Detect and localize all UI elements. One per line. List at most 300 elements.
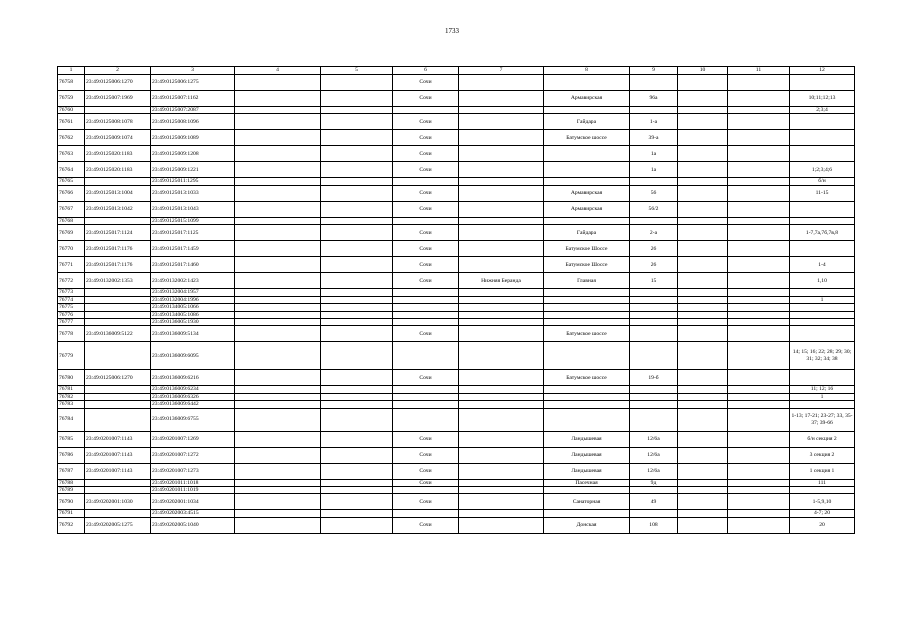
locality-cell	[459, 487, 544, 494]
col11-cell	[728, 114, 790, 130]
cadastral-number-cell: 23:49:0125006:1270	[85, 75, 151, 91]
city-cell: Сочи	[393, 479, 459, 486]
cadastral-number-cell: 23:49:0125017:1176	[85, 241, 151, 257]
object-cadastral-number-cell: 23:49:0136009:6755	[151, 408, 235, 431]
row-number-cell: 76773	[58, 289, 85, 296]
object-cadastral-number-cell: 23:49:0125013:1033	[151, 185, 235, 201]
col11-cell	[728, 217, 790, 224]
locality-cell	[459, 241, 544, 257]
col4-cell	[235, 487, 321, 494]
col4-cell	[235, 185, 321, 201]
city-cell	[393, 296, 459, 303]
street-cell: Батумское Шоссе	[544, 241, 630, 257]
col10-cell	[678, 386, 728, 393]
col4-cell	[235, 130, 321, 146]
city-cell: Сочи	[393, 114, 459, 130]
cadastral-number-cell: 23:49:0202001:1030	[85, 494, 151, 510]
house-number-cell	[630, 304, 678, 311]
col5-cell	[321, 408, 393, 431]
table-row	[58, 217, 855, 224]
col4-cell	[235, 296, 321, 303]
col5-cell	[321, 494, 393, 510]
premises-cell: 1 секция 1	[790, 463, 855, 479]
col10-cell	[678, 487, 728, 494]
premises-cell: 10;11;12;13	[790, 91, 855, 107]
premises-cell: 2;3;4	[790, 107, 855, 114]
col5-cell	[321, 146, 393, 162]
col4-cell	[235, 273, 321, 289]
row-number-cell: 76781	[58, 386, 85, 393]
col10-cell	[678, 311, 728, 318]
city-cell	[393, 401, 459, 408]
object-cadastral-number-cell: 23:49:0125007:1162	[151, 91, 235, 107]
table-row	[58, 75, 855, 91]
table-body	[58, 75, 855, 534]
house-number-cell: 108	[630, 517, 678, 533]
col5-cell	[321, 185, 393, 201]
col5-cell	[321, 107, 393, 114]
premises-cell	[790, 318, 855, 325]
cadastral-number-cell: 23:49:0125020:1183	[85, 146, 151, 162]
row-number-cell: 76787	[58, 463, 85, 479]
col11-cell	[728, 517, 790, 533]
premises-cell	[790, 370, 855, 386]
city-cell: Сочи	[393, 447, 459, 463]
cadastral-number-cell: 23:49:0125007:1969	[85, 91, 151, 107]
col5-cell	[321, 318, 393, 325]
col4-cell	[235, 225, 321, 241]
object-cadastral-number-cell: 23:49:0134005:1066	[151, 304, 235, 311]
col5-cell	[321, 91, 393, 107]
column-header: 6	[393, 67, 459, 75]
object-cadastral-number-cell: 23:49:0202005:1040	[151, 517, 235, 533]
col5-cell	[321, 447, 393, 463]
col10-cell	[678, 318, 728, 325]
col4-cell	[235, 162, 321, 178]
col4-cell	[235, 178, 321, 185]
col10-cell	[678, 162, 728, 178]
table-row	[58, 257, 855, 273]
table-row	[58, 326, 855, 342]
column-header: 7	[459, 67, 544, 75]
row-number-cell: 76759	[58, 91, 85, 107]
col4-cell	[235, 75, 321, 91]
table-row	[58, 342, 855, 370]
object-cadastral-number-cell: 23:49:0125011:1295	[151, 178, 235, 185]
col4-cell	[235, 146, 321, 162]
cadastral-number-cell: 23:49:0125013:1042	[85, 201, 151, 217]
col11-cell	[728, 273, 790, 289]
house-number-cell	[630, 510, 678, 517]
table-row	[58, 517, 855, 533]
locality-cell	[459, 517, 544, 533]
col11-cell	[728, 75, 790, 91]
cadastral-number-cell	[85, 386, 151, 393]
table-row	[58, 431, 855, 447]
street-cell: Ландышевая	[544, 463, 630, 479]
table-row	[58, 201, 855, 217]
col5-cell	[321, 296, 393, 303]
col11-cell	[728, 146, 790, 162]
col5-cell	[321, 487, 393, 494]
col11-cell	[728, 201, 790, 217]
col4-cell	[235, 257, 321, 273]
table-row	[58, 185, 855, 201]
premises-cell	[790, 311, 855, 318]
column-header: 10	[678, 67, 728, 75]
col4-cell	[235, 304, 321, 311]
col11-cell	[728, 463, 790, 479]
row-number-cell: 76771	[58, 257, 85, 273]
premises-cell: 4-7; 20	[790, 510, 855, 517]
cadastral-number-cell	[85, 311, 151, 318]
col5-cell	[321, 401, 393, 408]
table-row	[58, 479, 855, 486]
col10-cell	[678, 107, 728, 114]
locality-cell	[459, 75, 544, 91]
cadastral-number-cell	[85, 401, 151, 408]
street-cell: Гайдара	[544, 114, 630, 130]
col5-cell	[321, 517, 393, 533]
city-cell: Сочи	[393, 91, 459, 107]
street-cell: Армавирская	[544, 91, 630, 107]
house-number-cell	[630, 393, 678, 400]
object-cadastral-number-cell: 23:49:0136009:6234	[151, 386, 235, 393]
street-cell	[544, 146, 630, 162]
city-cell	[393, 311, 459, 318]
col10-cell	[678, 408, 728, 431]
house-number-cell	[630, 386, 678, 393]
col10-cell	[678, 494, 728, 510]
col11-cell	[728, 311, 790, 318]
row-number-cell: 76785	[58, 431, 85, 447]
premises-cell: 3 секция 2	[790, 447, 855, 463]
house-number-cell: 19-б	[630, 370, 678, 386]
col11-cell	[728, 487, 790, 494]
premises-cell: 1	[790, 393, 855, 400]
cadastral-number-cell	[85, 304, 151, 311]
object-cadastral-number-cell: 23:49:0125017:1125	[151, 225, 235, 241]
city-cell	[393, 408, 459, 431]
premises-cell: 11-15	[790, 185, 855, 201]
object-cadastral-number-cell: 23:49:0202001:1034	[151, 494, 235, 510]
col11-cell	[728, 241, 790, 257]
col11-cell	[728, 296, 790, 303]
locality-cell	[459, 296, 544, 303]
row-number-cell: 76764	[58, 162, 85, 178]
col11-cell	[728, 494, 790, 510]
street-cell	[544, 408, 630, 431]
city-cell: Сочи	[393, 130, 459, 146]
premises-cell: 1	[790, 296, 855, 303]
city-cell	[393, 342, 459, 370]
col10-cell	[678, 130, 728, 146]
object-cadastral-number-cell: 23:49:0125006:1275	[151, 75, 235, 91]
premises-cell: 1;2;3;4;6	[790, 162, 855, 178]
col4-cell	[235, 217, 321, 224]
col11-cell	[728, 370, 790, 386]
table-row	[58, 447, 855, 463]
object-cadastral-number-cell: 23:49:0136009:6442	[151, 401, 235, 408]
table-row	[58, 273, 855, 289]
city-cell: Сочи	[393, 257, 459, 273]
house-number-cell: 39-а	[630, 130, 678, 146]
object-cadastral-number-cell: 23:49:0202003:4515	[151, 510, 235, 517]
locality-cell	[459, 479, 544, 486]
cadastral-number-cell	[85, 342, 151, 370]
locality-cell	[459, 185, 544, 201]
street-cell	[544, 178, 630, 185]
col11-cell	[728, 130, 790, 146]
col4-cell	[235, 386, 321, 393]
premises-cell: 1,10	[790, 273, 855, 289]
col11-cell	[728, 431, 790, 447]
locality-cell	[459, 162, 544, 178]
premises-cell	[790, 401, 855, 408]
object-cadastral-number-cell: 23:49:0132004:1957	[151, 289, 235, 296]
locality-cell	[459, 447, 544, 463]
row-number-cell: 76760	[58, 107, 85, 114]
table-row	[58, 401, 855, 408]
col5-cell	[321, 225, 393, 241]
object-cadastral-number-cell: 23:49:0201007:1269	[151, 431, 235, 447]
premises-cell	[790, 304, 855, 311]
col11-cell	[728, 401, 790, 408]
cadastral-number-cell: 23:49:0136009:5122	[85, 326, 151, 342]
col4-cell	[235, 326, 321, 342]
street-cell: Санаторная	[544, 494, 630, 510]
house-number-cell: 1-а	[630, 114, 678, 130]
cadastral-number-cell: 23:49:0125009:1074	[85, 130, 151, 146]
col4-cell	[235, 517, 321, 533]
house-number-cell: 96а	[630, 91, 678, 107]
table-row	[58, 510, 855, 517]
house-number-cell: 26	[630, 241, 678, 257]
col5-cell	[321, 326, 393, 342]
cadastral-number-cell	[85, 318, 151, 325]
premises-cell: 1-7,7а,7б,7в,8	[790, 225, 855, 241]
row-number-cell: 76762	[58, 130, 85, 146]
cadastral-number-cell	[85, 217, 151, 224]
cadastral-number-cell: 23:49:0125013:1004	[85, 185, 151, 201]
row-number-cell: 76768	[58, 217, 85, 224]
city-cell	[393, 318, 459, 325]
street-cell	[544, 510, 630, 517]
col10-cell	[678, 510, 728, 517]
object-cadastral-number-cell: 23:49:0136009:5134	[151, 326, 235, 342]
col11-cell	[728, 318, 790, 325]
premises-cell: 1-4	[790, 257, 855, 273]
table-row	[58, 241, 855, 257]
premises-cell: б/н	[790, 178, 855, 185]
locality-cell	[459, 342, 544, 370]
city-cell: Сочи	[393, 185, 459, 201]
locality-cell	[459, 370, 544, 386]
col4-cell	[235, 311, 321, 318]
col11-cell	[728, 289, 790, 296]
city-cell	[393, 487, 459, 494]
locality-cell	[459, 201, 544, 217]
object-cadastral-number-cell: 23:49:0125015:1099	[151, 217, 235, 224]
house-number-cell	[630, 408, 678, 431]
street-cell	[544, 107, 630, 114]
city-cell: Сочи	[393, 225, 459, 241]
col5-cell	[321, 257, 393, 273]
locality-cell	[459, 494, 544, 510]
premises-cell: 111	[790, 479, 855, 486]
col4-cell	[235, 107, 321, 114]
col10-cell	[678, 401, 728, 408]
col10-cell	[678, 296, 728, 303]
table-row	[58, 494, 855, 510]
col5-cell	[321, 75, 393, 91]
col5-cell	[321, 463, 393, 479]
locality-cell	[459, 326, 544, 342]
city-cell: Сочи	[393, 431, 459, 447]
street-cell: Ландышевая	[544, 447, 630, 463]
locality-cell: Нижняя Беранда	[459, 273, 544, 289]
row-number-cell: 76758	[58, 75, 85, 91]
cadastral-number-cell: 23:49:0201007:1143	[85, 447, 151, 463]
table-row	[58, 107, 855, 114]
table-row	[58, 487, 855, 494]
col11-cell	[728, 225, 790, 241]
col10-cell	[678, 91, 728, 107]
col4-cell	[235, 479, 321, 486]
house-number-cell	[630, 178, 678, 185]
object-cadastral-number-cell: 23:49:0134005:1086	[151, 311, 235, 318]
row-number-cell: 76774	[58, 296, 85, 303]
street-cell	[544, 342, 630, 370]
house-number-cell: 2-а	[630, 225, 678, 241]
row-number-cell: 76788	[58, 479, 85, 486]
cadastral-number-cell: 23:49:0125017:1124	[85, 225, 151, 241]
col11-cell	[728, 386, 790, 393]
col5-cell	[321, 130, 393, 146]
row-number-cell: 76765	[58, 178, 85, 185]
col11-cell	[728, 342, 790, 370]
cadastral-number-cell	[85, 178, 151, 185]
row-number-cell: 76778	[58, 326, 85, 342]
col5-cell	[321, 510, 393, 517]
col5-cell	[321, 201, 393, 217]
col5-cell	[321, 393, 393, 400]
col10-cell	[678, 75, 728, 91]
table-row	[58, 463, 855, 479]
house-number-cell: 15	[630, 273, 678, 289]
col10-cell	[678, 517, 728, 533]
table-row	[58, 311, 855, 318]
row-number-cell: 76772	[58, 273, 85, 289]
cadastral-number-cell	[85, 487, 151, 494]
house-number-cell	[630, 318, 678, 325]
locality-cell	[459, 318, 544, 325]
table-row	[58, 162, 855, 178]
col11-cell	[728, 162, 790, 178]
col4-cell	[235, 342, 321, 370]
cadastral-number-cell	[85, 296, 151, 303]
table-row	[58, 114, 855, 130]
table-row	[58, 289, 855, 296]
row-number-cell: 76789	[58, 487, 85, 494]
object-cadastral-number-cell: 23:49:0125008:1096	[151, 114, 235, 130]
locality-cell	[459, 114, 544, 130]
street-cell	[544, 318, 630, 325]
premises-cell: 20	[790, 517, 855, 533]
cadastral-number-cell: 23:49:0125008:1078	[85, 114, 151, 130]
row-number-cell: 76790	[58, 494, 85, 510]
col4-cell	[235, 241, 321, 257]
col5-cell	[321, 479, 393, 486]
table-row	[58, 130, 855, 146]
table-row	[58, 225, 855, 241]
street-cell	[544, 386, 630, 393]
col10-cell	[678, 273, 728, 289]
col5-cell	[321, 386, 393, 393]
object-cadastral-number-cell: 23:49:0201007:1272	[151, 447, 235, 463]
cadastral-number-cell: 23:49:0201007:1143	[85, 431, 151, 447]
page-number: 1733	[445, 27, 459, 35]
col4-cell	[235, 408, 321, 431]
col4-cell	[235, 401, 321, 408]
street-cell: Батумское шоссе	[544, 370, 630, 386]
house-number-cell	[630, 296, 678, 303]
premises-cell: 14; 15; 16; 22; 28; 29; 30; 31; 32; 34; 38	[790, 342, 855, 370]
object-cadastral-number-cell: 23:49:0201007:1273	[151, 463, 235, 479]
house-number-cell: 1а	[630, 162, 678, 178]
premises-cell	[790, 114, 855, 130]
locality-cell	[459, 257, 544, 273]
street-cell: Батумское Шоссе	[544, 257, 630, 273]
col10-cell	[678, 479, 728, 486]
col11-cell	[728, 257, 790, 273]
row-number-cell: 76776	[58, 311, 85, 318]
city-cell: Сочи	[393, 494, 459, 510]
premises-cell	[790, 326, 855, 342]
city-cell: Сочи	[393, 201, 459, 217]
house-number-cell: 56/2	[630, 201, 678, 217]
col11-cell	[728, 393, 790, 400]
house-number-cell: 9д	[630, 479, 678, 486]
col10-cell	[678, 201, 728, 217]
table-row	[58, 386, 855, 393]
row-number-cell: 76783	[58, 401, 85, 408]
col10-cell	[678, 447, 728, 463]
house-number-cell	[630, 107, 678, 114]
city-cell: Сочи	[393, 370, 459, 386]
city-cell	[393, 304, 459, 311]
col10-cell	[678, 463, 728, 479]
cadastral-number-cell	[85, 393, 151, 400]
locality-cell	[459, 304, 544, 311]
cadastral-number-cell	[85, 510, 151, 517]
street-cell	[544, 311, 630, 318]
col5-cell	[321, 342, 393, 370]
column-header: 12	[790, 67, 855, 75]
street-cell	[544, 162, 630, 178]
row-number-cell: 76786	[58, 447, 85, 463]
premises-cell	[790, 217, 855, 224]
col10-cell	[678, 289, 728, 296]
locality-cell	[459, 91, 544, 107]
locality-cell	[459, 225, 544, 241]
house-number-cell	[630, 289, 678, 296]
locality-cell	[459, 463, 544, 479]
table-row	[58, 318, 855, 325]
row-number-cell: 76782	[58, 393, 85, 400]
street-cell	[544, 296, 630, 303]
cadastral-number-cell: 23:49:0125006:1270	[85, 370, 151, 386]
